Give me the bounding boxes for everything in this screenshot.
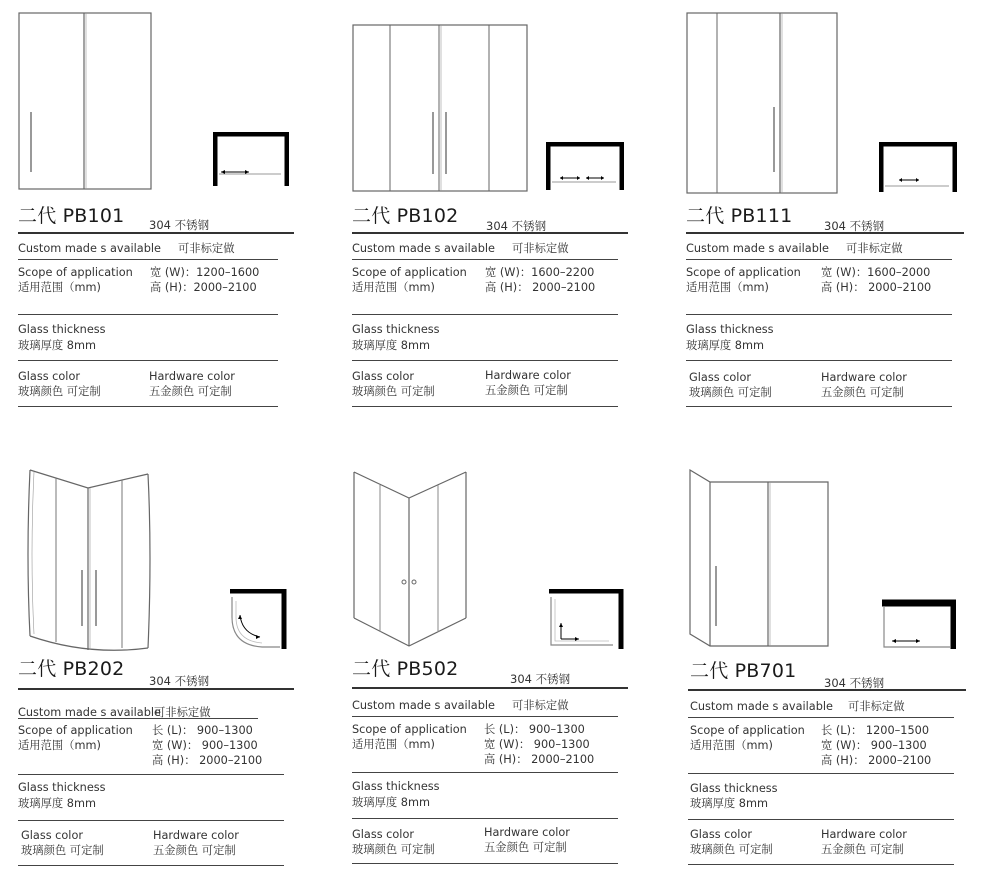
dimension-row: 长 (L)： 900–1300 <box>152 724 253 737</box>
custom-value: 可非标定做 <box>846 242 903 255</box>
scope-label-cn: 适用范围（mm) <box>18 281 101 294</box>
hardware-color-label: Hardware color <box>485 369 571 382</box>
dimension-row: 高 (H)： 2000–2100 <box>484 753 595 766</box>
product-card-pb102 <box>352 12 652 432</box>
hardware-color-value: 五金颜色 可定制 <box>821 386 904 399</box>
dimension-row: 宽 (W)：1200–1600 <box>150 266 260 279</box>
scope-label: Scope of application <box>352 723 467 736</box>
scope-label: Scope of application <box>686 266 801 279</box>
dimension-row: 宽 (W)： 900–1300 <box>152 739 258 752</box>
shower-door-elevation-drawing <box>18 12 158 192</box>
product-card-pb101 <box>18 12 318 432</box>
glass-color-value: 玻璃颜色 可定制 <box>18 385 101 398</box>
custom-value: 可非标定做 <box>512 242 569 255</box>
dimension-row: 高 (H)： 2000–2100 <box>821 754 932 767</box>
product-title: 二代 PB102 <box>352 205 459 227</box>
glass-color-value: 玻璃颜色 可定制 <box>689 386 772 399</box>
divider <box>352 687 628 689</box>
material-label: 304 不锈钢 <box>149 674 210 688</box>
divider <box>352 360 618 361</box>
dimension-row: 宽 (W)：1600–2000 <box>821 266 931 279</box>
glass-color-label: Glass color <box>18 370 80 383</box>
scope-label-cn: 适用范围（mm) <box>18 739 101 752</box>
divider <box>18 718 258 719</box>
divider <box>18 865 284 866</box>
material-label: 304 不锈钢 <box>824 676 885 690</box>
thickness-label: Glass thickness <box>352 323 440 336</box>
hardware-color-value: 五金颜色 可定制 <box>821 843 904 856</box>
material-label: 304 不锈钢 <box>486 219 547 233</box>
glass-color-label: Glass color <box>352 370 414 383</box>
divider <box>18 232 294 234</box>
divider <box>18 360 278 361</box>
divider <box>688 819 954 820</box>
dimension-row: 高 (H)：2000–2100 <box>150 281 257 294</box>
scope-label: Scope of application <box>18 266 133 279</box>
shower-door-elevation-drawing <box>686 12 842 196</box>
scope-label-cn: 适用范围（mm) <box>686 281 769 294</box>
hardware-color-label: Hardware color <box>821 828 907 841</box>
hardware-color-value: 五金颜色 可定制 <box>149 385 232 398</box>
divider <box>686 259 952 260</box>
floor-plan-drawing <box>213 132 289 188</box>
floor-plan-drawing <box>228 589 288 651</box>
divider <box>352 232 628 234</box>
divider <box>18 820 284 821</box>
divider <box>352 863 618 864</box>
custom-label: Custom made s available <box>18 706 161 719</box>
divider <box>18 688 294 690</box>
product-title: 二代 PB701 <box>690 660 797 682</box>
divider <box>352 259 618 260</box>
custom-label: Custom made s available <box>352 242 495 255</box>
divider <box>688 717 954 718</box>
custom-value: 可非标定做 <box>178 242 235 255</box>
thickness-label: Glass thickness <box>18 781 106 794</box>
floor-plan-drawing <box>880 599 956 651</box>
divider <box>352 772 618 773</box>
product-card-pb701 <box>688 466 984 886</box>
glass-color-label: Glass color <box>690 828 752 841</box>
material-label: 304 不锈钢 <box>510 672 571 686</box>
floor-plan-drawing <box>546 142 624 192</box>
custom-value: 可非标定做 <box>848 700 905 713</box>
glass-color-label: Glass color <box>689 371 751 384</box>
custom-label: Custom made s available <box>352 699 495 712</box>
product-title: 二代 PB502 <box>352 658 459 680</box>
shower-door-elevation-drawing <box>352 466 472 650</box>
divider <box>686 406 952 407</box>
product-card-pb202 <box>18 466 318 886</box>
divider <box>686 232 964 234</box>
material-label: 304 不锈钢 <box>149 218 210 232</box>
thickness-label: Glass thickness <box>686 323 774 336</box>
thickness-value: 玻璃厚度 8mm <box>686 339 764 352</box>
thickness-label: Glass thickness <box>18 323 106 336</box>
shower-door-elevation-drawing <box>18 466 158 654</box>
divider <box>352 818 618 819</box>
thickness-value: 玻璃厚度 8mm <box>690 797 768 810</box>
divider <box>686 360 952 361</box>
scope-label: Scope of application <box>690 724 805 737</box>
glass-color-label: Glass color <box>21 829 83 842</box>
floor-plan-drawing <box>547 589 625 651</box>
hardware-color-value: 五金颜色 可定制 <box>485 384 568 397</box>
dimension-row: 宽 (W)： 900–1300 <box>484 738 590 751</box>
hardware-color-label: Hardware color <box>149 370 235 383</box>
hardware-color-label: Hardware color <box>153 829 239 842</box>
glass-color-value: 玻璃颜色 可定制 <box>690 843 773 856</box>
divider <box>18 774 284 775</box>
thickness-value: 玻璃厚度 8mm <box>18 797 96 810</box>
divider <box>688 689 966 691</box>
scope-label-cn: 适用范围（mm) <box>690 739 773 752</box>
shower-door-elevation-drawing <box>352 24 532 194</box>
divider <box>688 773 954 774</box>
thickness-value: 玻璃厚度 8mm <box>352 796 430 809</box>
divider <box>688 864 954 865</box>
hardware-color-value: 五金颜色 可定制 <box>153 844 236 857</box>
glass-color-value: 玻璃颜色 可定制 <box>352 385 435 398</box>
hardware-color-label: Hardware color <box>821 371 907 384</box>
divider <box>18 406 278 407</box>
hardware-color-value: 五金颜色 可定制 <box>484 841 567 854</box>
dimension-row: 宽 (W)：1600–2200 <box>485 266 595 279</box>
dimension-row: 高 (H)： 2000–2100 <box>821 281 932 294</box>
scope-label-cn: 适用范围（mm) <box>352 738 435 751</box>
shower-door-elevation-drawing <box>688 466 834 652</box>
dimension-row: 宽 (W)： 900–1300 <box>821 739 927 752</box>
thickness-value: 玻璃厚度 8mm <box>18 339 96 352</box>
scope-label: Scope of application <box>18 724 133 737</box>
thickness-label: Glass thickness <box>352 780 440 793</box>
divider <box>686 314 952 315</box>
divider <box>18 314 278 315</box>
product-card-pb111 <box>686 12 984 432</box>
product-title: 二代 PB101 <box>18 205 125 227</box>
divider <box>352 406 618 407</box>
product-title: 二代 PB111 <box>686 205 793 227</box>
hardware-color-label: Hardware color <box>484 826 570 839</box>
divider <box>352 716 618 717</box>
scope-label-cn: 适用范围（mm) <box>352 281 435 294</box>
custom-label: Custom made s available <box>686 242 829 255</box>
glass-color-value: 玻璃颜色 可定制 <box>21 844 104 857</box>
product-title: 二代 PB202 <box>18 658 125 680</box>
floor-plan-drawing <box>879 142 957 194</box>
scope-label: Scope of application <box>352 266 467 279</box>
material-label: 304 不锈钢 <box>824 219 885 233</box>
dimension-row: 长 (L)： 1200–1500 <box>821 724 930 737</box>
thickness-value: 玻璃厚度 8mm <box>352 339 430 352</box>
thickness-label: Glass thickness <box>690 782 778 795</box>
glass-color-label: Glass color <box>352 828 414 841</box>
custom-label: Custom made s available <box>690 700 833 713</box>
dimension-row: 高 (H)： 2000–2100 <box>485 281 596 294</box>
custom-value: 可非标定做 <box>154 706 211 719</box>
product-card-pb502 <box>352 466 652 886</box>
dimension-row: 长 (L)： 900–1300 <box>484 723 585 736</box>
glass-color-value: 玻璃颜色 可定制 <box>352 843 435 856</box>
divider <box>352 314 618 315</box>
custom-label: Custom made s available <box>18 242 161 255</box>
dimension-row: 高 (H)： 2000–2100 <box>152 754 263 767</box>
divider <box>18 259 278 260</box>
custom-value: 可非标定做 <box>512 699 569 712</box>
